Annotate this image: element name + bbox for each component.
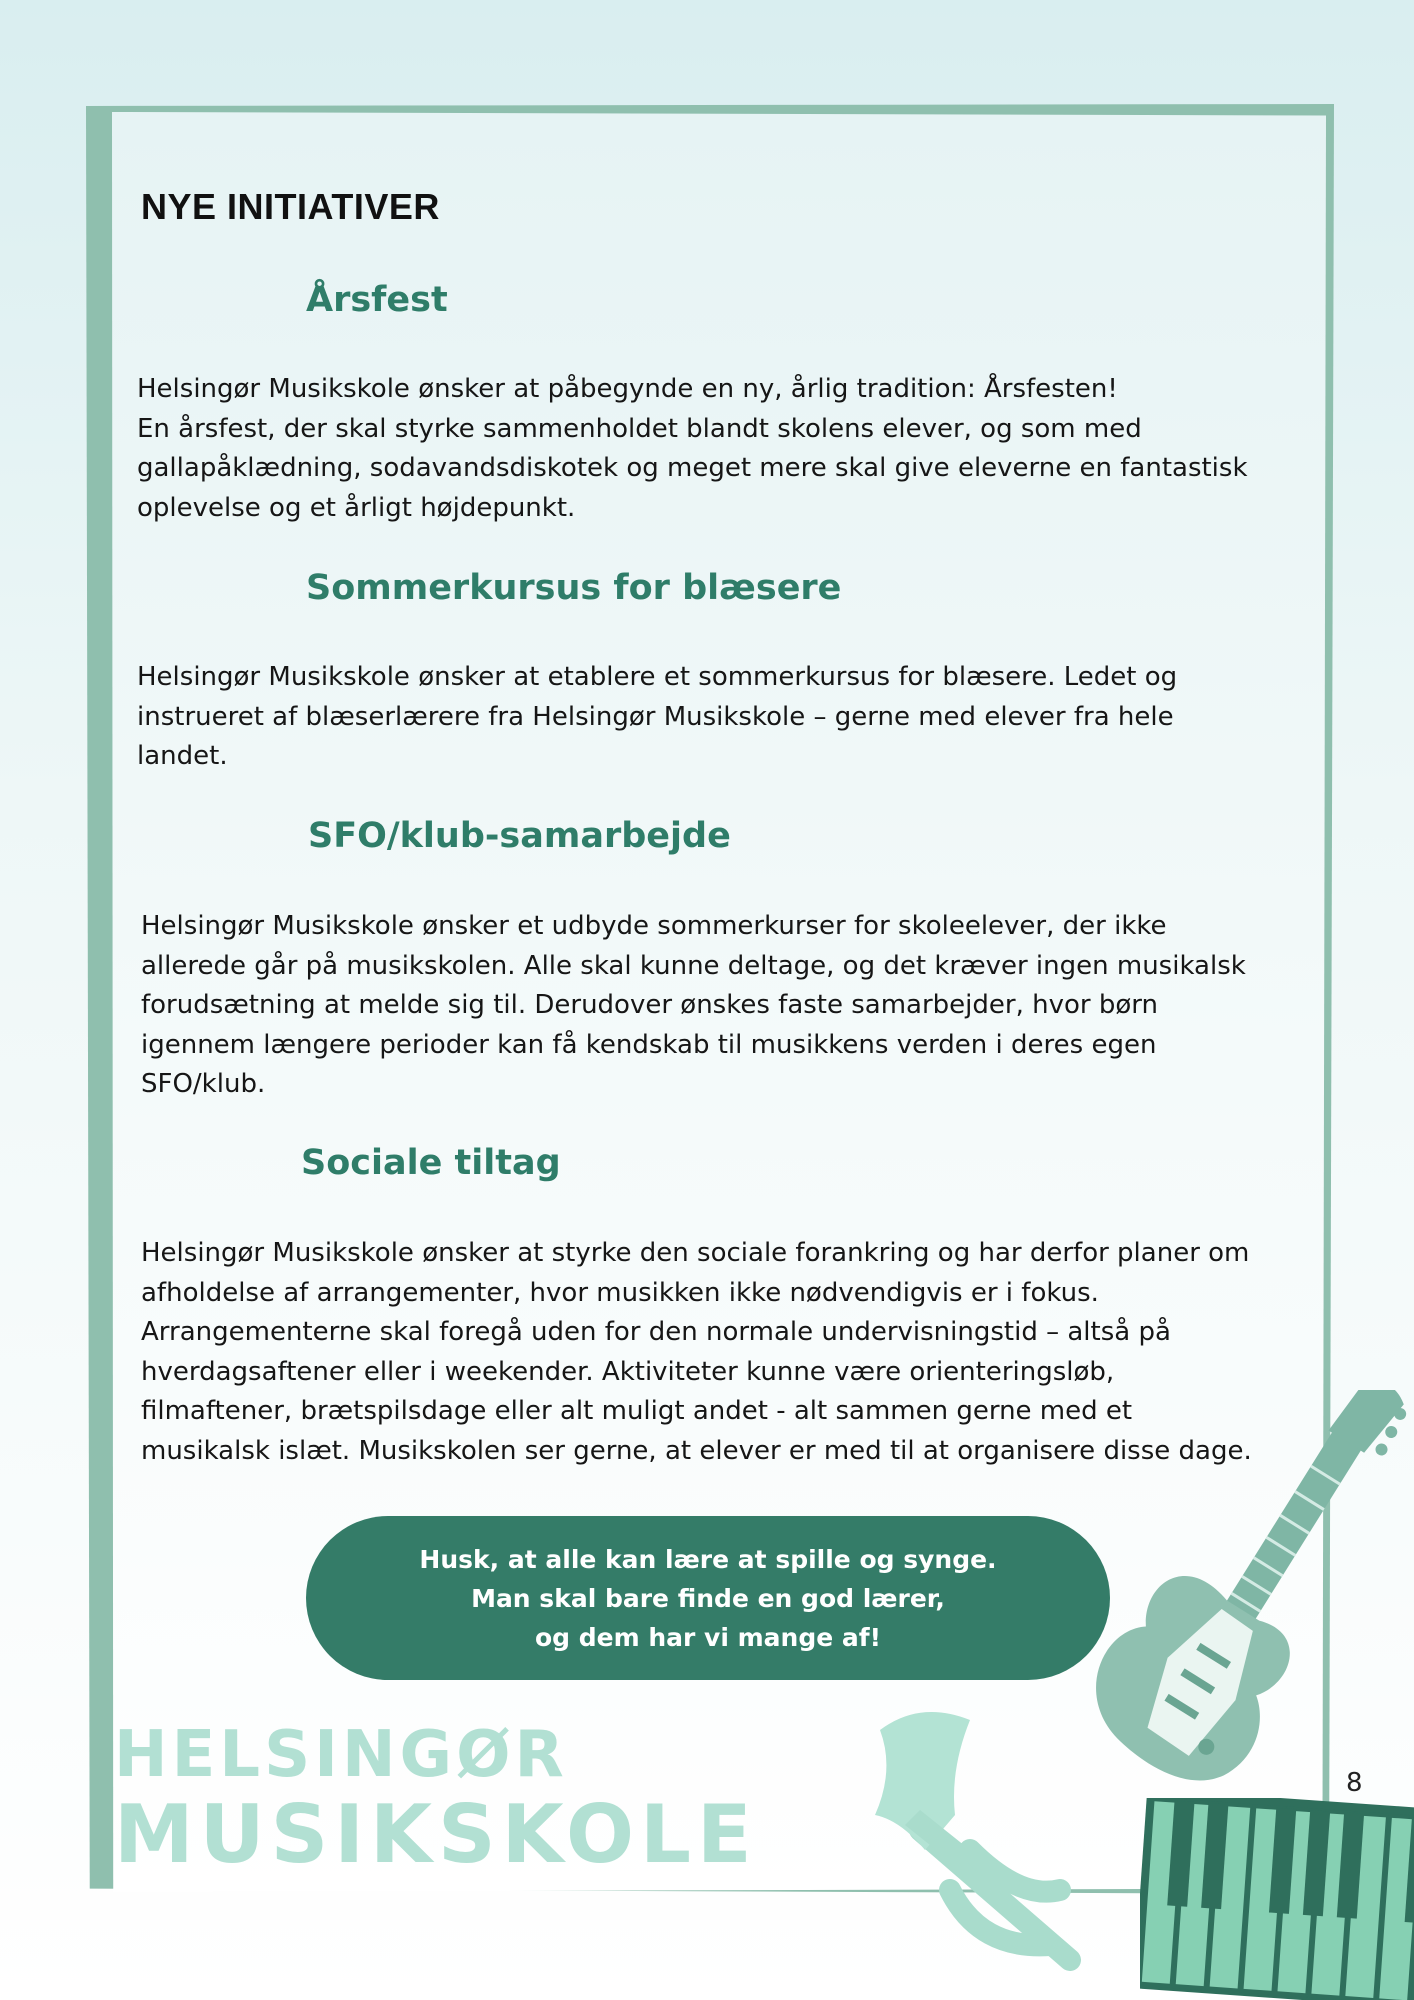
section-title-aarsfest: Årsfest xyxy=(306,280,448,320)
text-line: allerede går på musikskolen. Alle skal kunne deltage, og det kræver ingen musikalsk xyxy=(141,950,1246,981)
callout-line: og dem har vi mange af! xyxy=(534,1622,882,1652)
section-text-sommerkursus xyxy=(137,658,1177,777)
text-line: Helsingør Musikskole ønsker at påbegynde en ny, årlig tradition: Årsfesten! xyxy=(137,374,1118,404)
text-line: Arrangementerne skal foregå uden for den normale undervisningstid – altså på xyxy=(141,1317,1171,1347)
section-title-sommerkursus: Sommerkursus for blæsere xyxy=(306,568,842,608)
page-title: NYE INITIATIVER xyxy=(141,186,440,227)
text-line: SFO/klub. xyxy=(141,1069,266,1099)
text-line: landet. xyxy=(137,741,228,771)
section-title-sociale-tiltag: Sociale tiltag xyxy=(301,1143,561,1183)
section-title-sfo-klub: SFO/klub-samarbejde xyxy=(308,816,731,856)
section-text-sfo-klub xyxy=(141,907,1246,1105)
text-line: filmaftener, brætspilsdage eller alt muligt andet - alt sammen gerne med et xyxy=(141,1396,1133,1426)
text-line: En årsfest, der skal styrke sammenholdet blandt skolens elever, og som med xyxy=(137,413,1142,444)
callout-banner xyxy=(306,1516,1110,1680)
text-line: instrueret af blæserlærere fra Helsingør Musikskole – gerne med elever fra hele xyxy=(137,701,1174,732)
text-line: forudsætning at melde sig til. Derudover ønskes faste samarbejder, hvor børn xyxy=(141,990,1158,1020)
section-text-aarsfest xyxy=(137,370,1248,528)
school-logo xyxy=(114,1718,758,1881)
text-line: Helsingør Musikskole ønsker at etablere et sommerkursus for blæsere. Ledet og xyxy=(137,662,1178,692)
logo-line-helsingor: HELSINGØR xyxy=(114,1718,568,1792)
text-line: gallapåklædning, sodavandsdiskotek og meget mere skal give eleverne en fantastisk xyxy=(137,453,1248,483)
logo-line-musikskole: MUSIKSKOLE xyxy=(114,1788,758,1881)
trumpet-icon xyxy=(860,1700,1180,2000)
text-line: hverdagsaftener eller i weekender. Aktiviteter kunne være orienteringsløb, xyxy=(141,1356,1115,1387)
piano-keys-icon xyxy=(1140,1798,1414,2000)
text-line: Helsingør Musikskole ønsker at styrke den sociale forankring og har derfor planer om xyxy=(141,1238,1250,1268)
text-line: igennem længere perioder kan få kendskab til musikkens verden i deres egen xyxy=(141,1029,1157,1060)
callout-line: Husk, at alle kan lære at spille og synge. xyxy=(419,1544,997,1574)
page-number: 8 xyxy=(1346,1768,1363,1798)
text-line: Helsingør Musikskole ønsker et udbyde sommerkurser for skoleelever, der ikke xyxy=(141,911,1167,941)
text-line: musikalsk islæt. Musikskolen ser gerne, at elever er med til at organisere disse dage. xyxy=(141,1435,1252,1466)
text-line: afholdelse af arrangementer, hvor musikken ikke nødvendigvis er i fokus. xyxy=(141,1277,1099,1308)
callout-line: Man skal bare finde en god lærer, xyxy=(471,1583,945,1613)
text-line: oplevelse og et årligt højdepunkt. xyxy=(137,492,576,523)
